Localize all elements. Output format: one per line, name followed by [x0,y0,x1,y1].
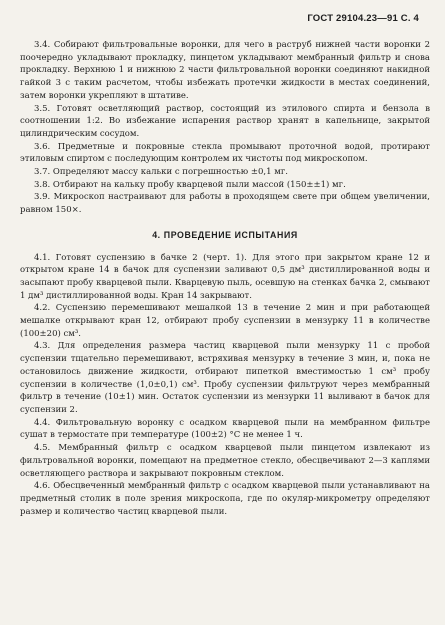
paragraph-3-6: 3.6. Предметные и покровные стекла промывают проточной водой, протирают этиловым спиртом с последующим контролем их чистоты под микроскопом. [20,141,430,165]
paragraph-4-4: 4.4. Фильтровальную воронку с осадком кварцевой пыли на мембранном фильтре сушат в термостате при температуре (100±2) °С не менее 1 ч. [20,417,430,441]
page-header: ГОСТ 29104.23—91 С. 4 [307,13,419,24]
paragraph-4-1: 4.1. Готовят суспензию в бачке 2 (черт. 1). Для этого при закрытом кране 12 и открытом кране 14 в бачок для суспензии заливают 0,5 дм³ дистиллированной воды и засыпают пробу кварцевой пыли. Кварцевую пыль, осевшую на стенках бачка 2, смывают 1 дм³ дистиллированной воды. Кран 14 закрывают. [20,252,430,301]
paragraph-3-4: 3.4. Собирают фильтровальные воронки, для чего в раструб нижней части воронки 2 поочередно укладывают прокладку, пинцетом укладывают мембранный фильтр и снова прокладку. Верхнюю 1 и нижнюю 2 части фильтровальной воронки соединяют накидной гайкой 3 с таким расчетом, чтобы избежать протечки жидкости в местах соединений, затем воронки укрепляют в штативе. [20,40,430,101]
paragraph-4-5: 4.5. Мембранный фильтр с осадком кварцевой пыли пинцетом извлекают из фильтровальной воронки, помещают на предметное стекло, обесцвечивают 2—3 каплями осветляющего раствора и закрывают покровным стеклом. [20,443,430,479]
paragraph-4-3: 4.3. Для определения размера частиц кварцевой пыли мензурку 11 с пробой суспензии тщательно перемешивают, встряхивая мензурку в течение 3 мин, и, пока не остановилось движение жидкости, отбирают пипеткой вместимостью 1 см³ пробу суспензии в количестве (1,0±0,1) см³. Пробу суспензии фильтруют через мембранный фильтр в течение (10±1) мин. Остаток суспензии из мензурки 11 выливают в бачок для суспензии 2. [20,341,430,415]
section-title: 4. ПРОВЕДЕНИЕ ИСПЫТАНИЯ [152,229,298,240]
paragraph-3-9: 3.9. Микроскоп настраивают для работы в проходящем свете при общем увеличении, равном 150×. [20,192,430,216]
paragraph-3-5: 3.5. Готовят осветляющий раствор, состоящий из этилового спирта и бензола в соотношении 1:2. Во избежание испарения раствор хранят в капельнице, закрытой цилиндрическим сосудом. [20,103,430,139]
page-content [20,39,430,518]
paragraph-4-2: 4.2. Суспензию перемешивают мешалкой 13 в течение 2 мин и при работающей мешалке открывают кран 12, отбирают пробу суспензии в мензурку 11 в количестве (100±20) см³. [20,303,430,339]
paragraph-3-8: 3.8. Отбирают на кальку пробу кварцевой пыли массой (150±±1) мг. [34,179,346,190]
paragraph-4-6: 4.6. Обесцвеченный мембранный фильтр с осадком кварцевой пыли устанавливают на предметный столик в поле зрения микроскопа, где по окуляр-микрометру определяют размер и количество частиц кварцевой пыли. [20,481,430,517]
paragraph-3-7: 3.7. Определяют массу кальки с погрешностью ±0,1 мг. [34,167,289,178]
